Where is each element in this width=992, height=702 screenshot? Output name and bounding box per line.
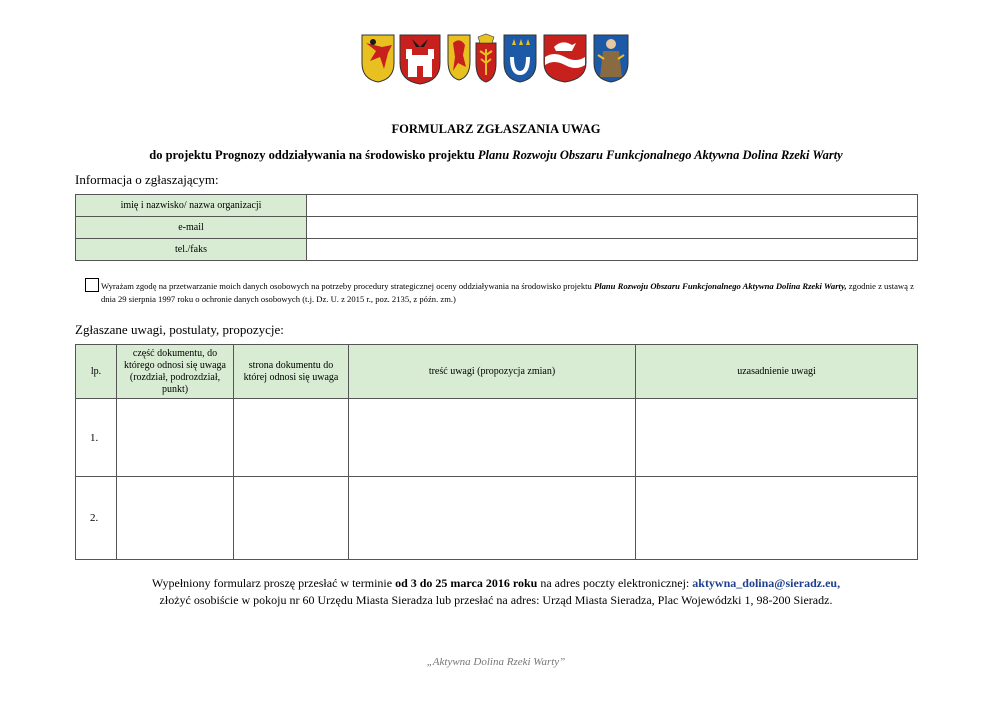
subtitle-plain: do projektu Prognozy oddziaływania na środowisko projektu — [149, 148, 478, 162]
field-label-phone: tel./faks — [76, 239, 307, 261]
informant-row — [76, 195, 918, 217]
page-cell[interactable] — [234, 477, 349, 560]
row-number: 2. — [76, 477, 117, 560]
crest-yellow-red-icon — [360, 33, 396, 83]
informant-row — [76, 239, 918, 261]
email-link[interactable]: aktywna_dolina@sieradz.eu, — [692, 576, 841, 590]
field-label-email: e-mail — [76, 217, 307, 239]
column-header-section: część dokumentu, do którego odnosi się uwaga (rozdział, podrozdział, punkt) — [117, 345, 234, 399]
justification-cell[interactable] — [636, 477, 918, 560]
phone-fax-field[interactable] — [307, 239, 918, 261]
column-header-justification: uzasadnienie uwagi — [636, 345, 918, 399]
column-header-lp: lp. — [76, 345, 117, 399]
instructions-text-b: na adres poczty elektronicznej: — [537, 576, 693, 590]
informant-row — [76, 217, 918, 239]
page-cell[interactable] — [234, 399, 349, 477]
crest-gold-griffin-icon — [446, 33, 472, 81]
remarks-heading: Zgłaszane uwagi, postulaty, propozycje: — [75, 322, 284, 337]
postal-address: złożyć osobiście w pokoju nr 60 Urzędu Miasta Sieradza lub przesłać na adres: Urząd Miasta Sieradza, Plac Wojewódzki 1, 98-200 Sieradz. — [159, 593, 833, 607]
consent-text — [101, 280, 921, 305]
table-row — [76, 399, 918, 477]
consent-text-start: Wyrażam zgodę na przetwarzanie moich danych osobowych na potrzeby procedury strategicznej oceny oddziaływania na środowisko projektu — [101, 281, 594, 291]
section-cell[interactable] — [117, 477, 234, 560]
informant-heading: Informacja o zgłaszającym: — [75, 172, 219, 187]
crest-blue-saint-icon — [592, 33, 630, 83]
email-field[interactable] — [307, 217, 918, 239]
remarks-header-row — [76, 345, 918, 399]
informant-table — [75, 194, 918, 261]
footer-motto: „Aktywna Dolina Rzeki Warty” — [426, 656, 566, 668]
remarks-table — [75, 344, 918, 560]
crest-red-white-waves-icon — [542, 33, 588, 83]
consent-text-bold: Planu Rozwoju Obszaru Funkcjonalnego Aktywna Dolina Rzeki Warty, — [593, 281, 847, 291]
deadline-text: od 3 do 25 marca 2016 roku — [395, 576, 538, 590]
submission-instructions — [0, 576, 992, 591]
crest-blue-horseshoe-icon — [502, 33, 538, 83]
content-cell[interactable] — [349, 399, 636, 477]
instructions-text-a: Wypełniony formularz proszę przesłać w terminie — [151, 576, 396, 590]
form-title: FORMULARZ ZGŁASZANIA UWAG — [391, 122, 601, 136]
consent-checkbox[interactable] — [85, 278, 99, 292]
form-subtitle — [0, 148, 992, 163]
crest-red-tree-icon — [474, 33, 498, 83]
column-header-page: strona dokumentu do której odnosi się uwaga — [234, 345, 349, 399]
coat-of-arms-row — [360, 33, 630, 85]
section-cell[interactable] — [117, 399, 234, 477]
table-row — [76, 477, 918, 560]
crest-red-castle-icon — [398, 33, 442, 85]
field-label-name: imię i nazwisko/ nazwa organizacji — [76, 195, 307, 217]
name-field[interactable] — [307, 195, 918, 217]
column-header-content: treść uwagi (propozycja zmian) — [349, 345, 636, 399]
subtitle-italic: Planu Rozwoju Obszaru Funkcjonalnego Aktywna Dolina Rzeki Warty — [477, 148, 843, 162]
consent-text-end: zgodnie z ustawą z dnia 29 sierpnia 1997 roku o ochronie danych osobowych (t.j. Dz. U. z 2015 r., poz. 2135, z późn. zm.) — [101, 281, 914, 304]
justification-cell[interactable] — [636, 399, 918, 477]
row-number: 1. — [76, 399, 117, 477]
content-cell[interactable] — [349, 477, 636, 560]
